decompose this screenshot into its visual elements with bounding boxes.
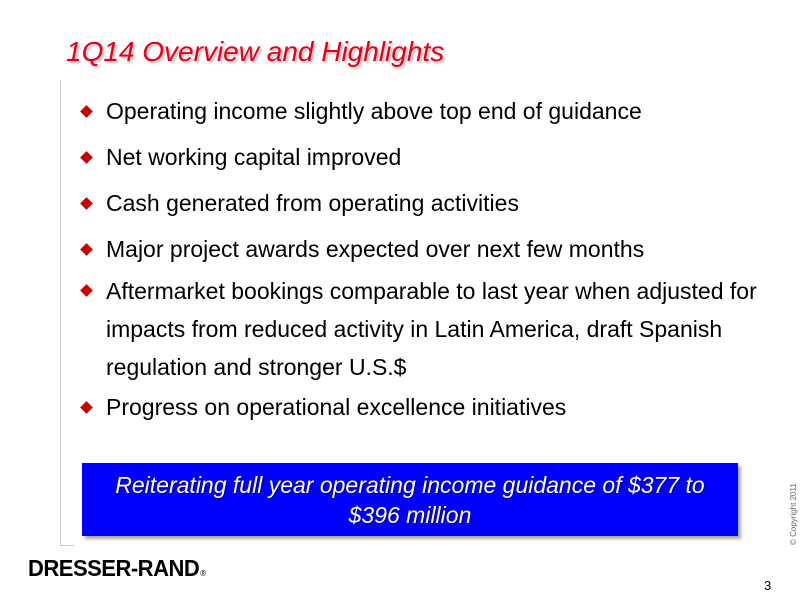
- left-frame-line: [60, 80, 61, 546]
- bottom-frame-line: [60, 545, 74, 546]
- bullet-text: Progress on operational excellence initiatives: [106, 394, 567, 420]
- logo-text: DRESSER-RAND: [28, 555, 200, 582]
- bullet-list: [78, 94, 758, 436]
- red-diamond-icon: [80, 105, 93, 118]
- dresser-rand-logo: [28, 555, 206, 582]
- bullet-item: [78, 94, 758, 129]
- bullet-item: [78, 186, 758, 221]
- bullet-item: [78, 140, 758, 175]
- bullet-text: Operating income slightly above top end of guidance: [106, 98, 642, 124]
- bullet-text: Major project awards expected over next few months: [106, 236, 645, 262]
- bullet-item: [78, 272, 758, 386]
- red-diamond-icon: [80, 243, 93, 256]
- guidance-callout-text: Reiterating full year operating income guidance of $377 to $396 million: [115, 471, 705, 528]
- red-diamond-icon: [80, 284, 93, 297]
- slide-title: 1Q14 Overview and Highlights: [66, 36, 445, 67]
- copyright-notice: © Copyright 2011: [789, 483, 798, 545]
- bullet-text: Aftermarket bookings comparable to last year when adjusted for impacts from reduced activity in Latin America, draft Spanish regulation and stronger U.S.$: [106, 278, 757, 380]
- bullet-item: [78, 390, 758, 425]
- bullet-text: Cash generated from operating activities: [106, 190, 519, 216]
- bullet-text: Net working capital improved: [106, 144, 402, 170]
- registered-mark: ®: [200, 568, 206, 579]
- red-diamond-icon: [80, 151, 93, 164]
- page-number: 3: [764, 578, 772, 593]
- bullet-item: [78, 232, 758, 267]
- guidance-callout-box: [82, 463, 738, 536]
- red-diamond-icon: [80, 401, 93, 414]
- red-diamond-icon: [80, 197, 93, 210]
